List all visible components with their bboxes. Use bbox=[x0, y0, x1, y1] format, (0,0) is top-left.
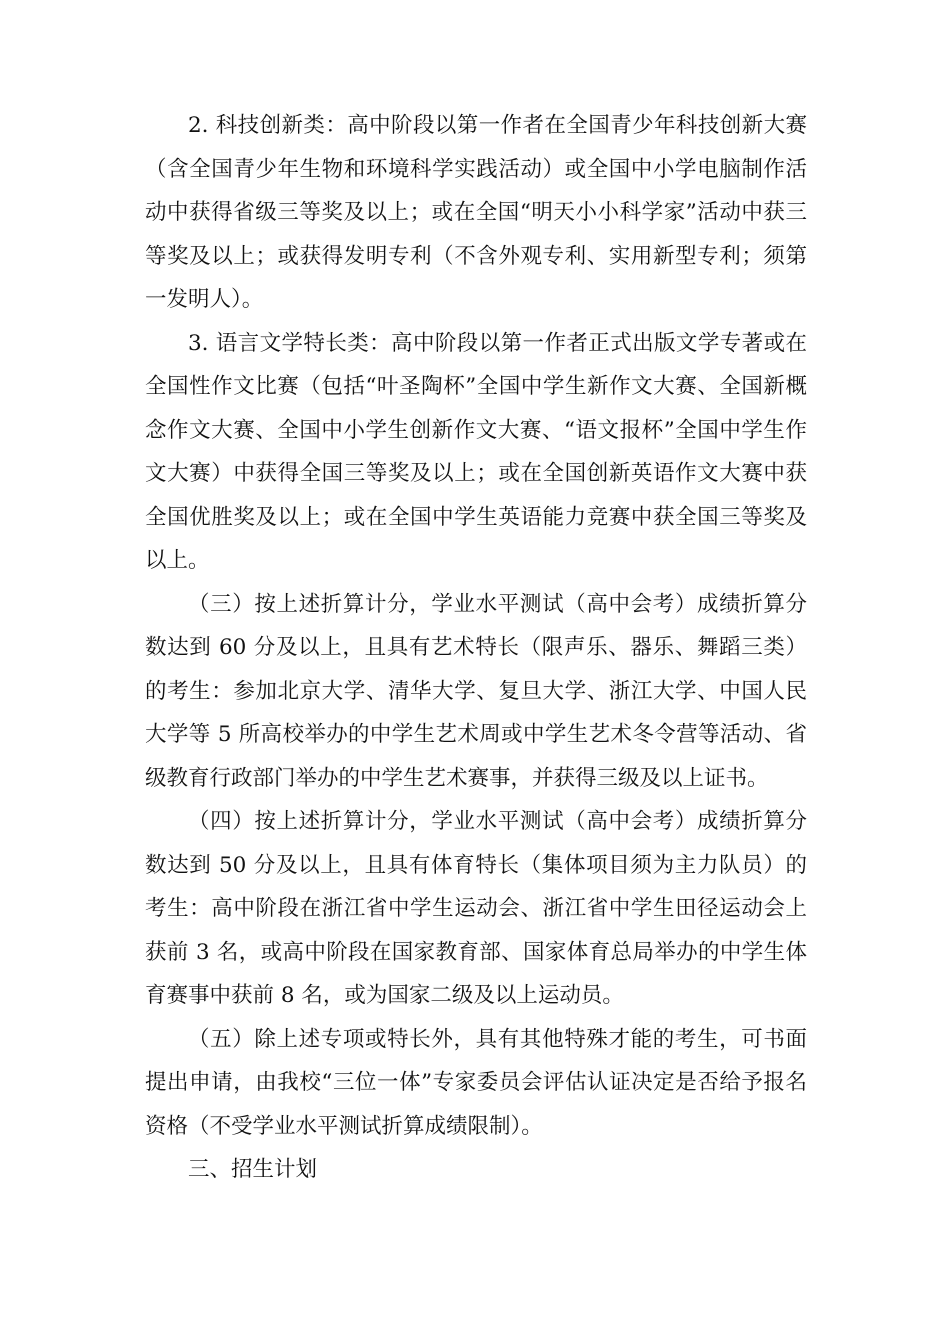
paragraph-sports-specialty: （四）按上述折算计分，学业水平测试（高中会考）成绩折算分数达到 50 分及以上，且具有体育特长（集体项目须为主力队员）的考生：高中阶段在浙江省中学生运动会、浙江省中学生田径运动会上获前 3 名，或高中阶段在国家教育部、国家体育总局举办的中学生体育赛事中获前 8 名，或为国家二级及以上运动员。 bbox=[145, 809, 807, 1008]
paragraph-language-literature: 3. 语言文学特长类：高中阶段以第一作者正式出版文学专著或在全国性作文比赛（包括“叶圣陶杯”全国中学生新作文大赛、全国新概念作文大赛、全国中小学生创新作文大赛、“语文报杯”全国中学生作文大赛）中获得全国三等奖及以上；或在全国创新英语作文大赛中获全国优胜奖及以上；或在全国中学生英语能力竞赛中获全国三等奖及以上。 bbox=[145, 330, 807, 573]
paragraph-tech-innovation: 2. 科技创新类：高中阶段以第一作者在全国青少年科技创新大赛（含全国青少年生物和环境科学实践活动）或全国中小学电脑制作活动中获得省级三等奖及以上；或在全国“明天小小科学家”活动中获三等奖及以上；或获得发明专利（不含外观专利、实用新型专利；须第一发明人）。 bbox=[145, 113, 807, 312]
section-heading-enrollment-plan: 三、招生计划 bbox=[188, 1157, 318, 1182]
document-page bbox=[145, 104, 807, 1192]
paragraph-other-talents: （五）除上述专项或特长外，具有其他特殊才能的考生，可书面提出申请，由我校“三位一体”专家委员会评估认证决定是否给予报名资格（不受学业水平测试折算成绩限制）。 bbox=[145, 1026, 807, 1139]
paragraph-arts-specialty: （三）按上述折算计分，学业水平测试（高中会考）成绩折算分数达到 60 分及以上，且具有艺术特长（限声乐、器乐、舞蹈三类）的考生：参加北京大学、清华大学、复旦大学、浙江大学、中国人民大学等 5 所高校举办的中学生艺术周或中学生艺术冬令营等活动、省级教育行政部门举办的中学生艺术赛事，并获得三级及以上证书。 bbox=[145, 591, 807, 791]
